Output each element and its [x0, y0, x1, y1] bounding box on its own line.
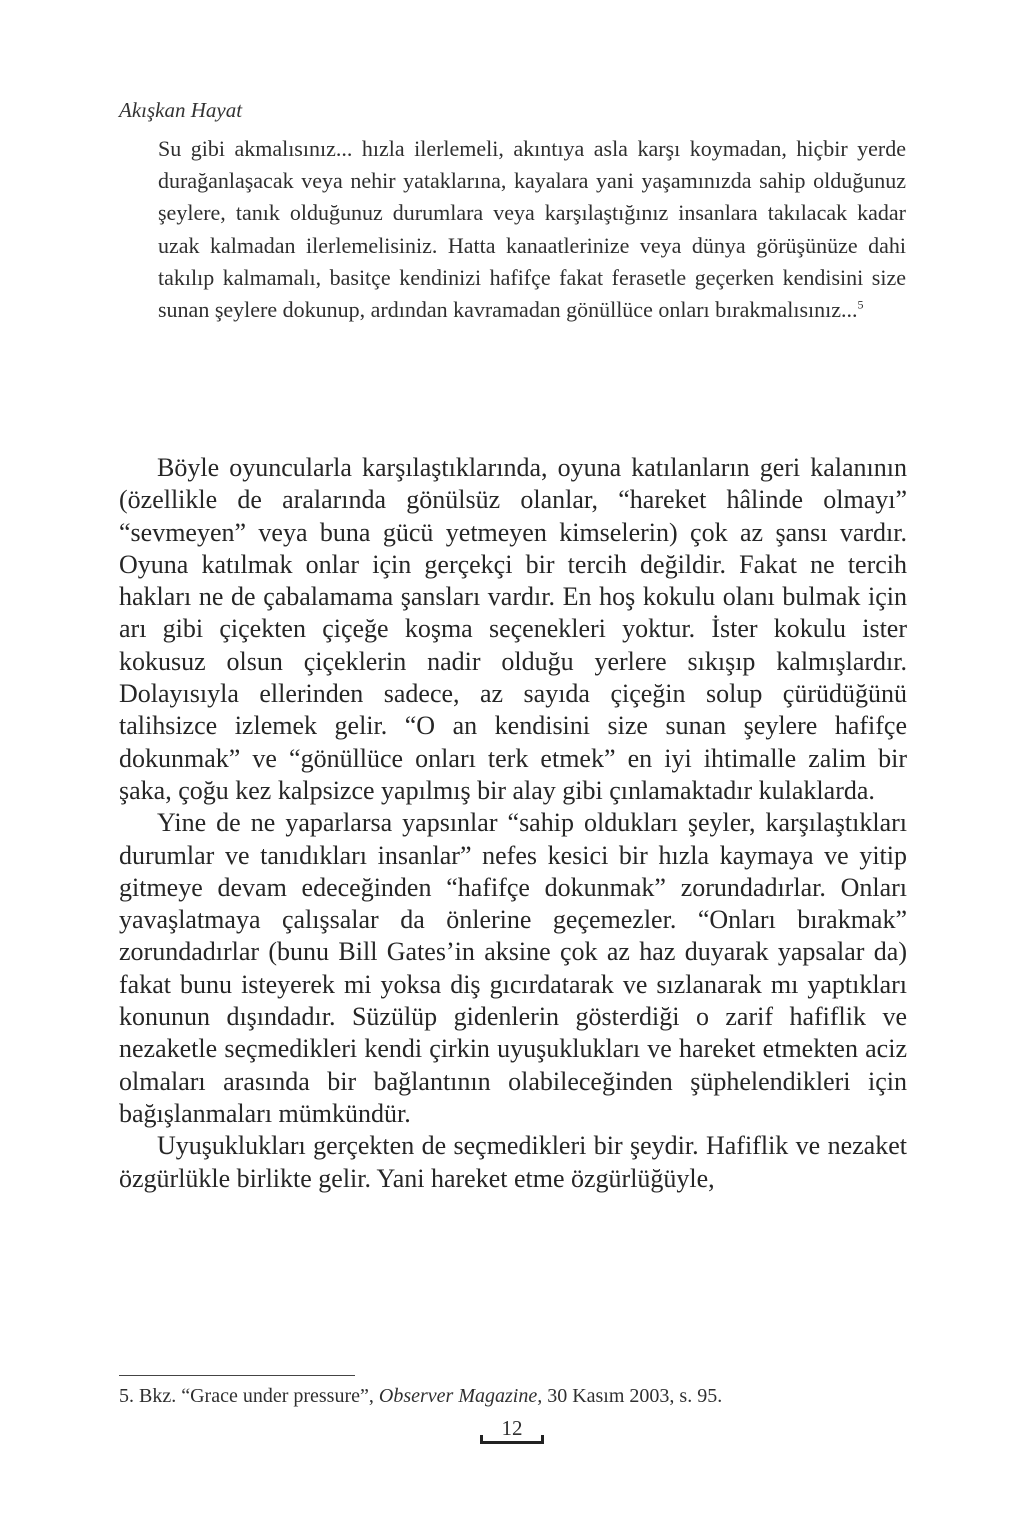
- block-quote: [158, 133, 906, 326]
- footnote-prefix: 5. Bkz. “Grace under pressure”,: [119, 1385, 374, 1407]
- quote-text: [158, 133, 906, 326]
- footnote-divider: [119, 1375, 355, 1376]
- paragraph-2: Yine de ne yaparlarsa yapsınlar “sahip oldukları şeyler, karşılaştıkları durumlar ve tanıdıkları insanlar” nefes kesici bir hızla kaymaya ve yitip gitmeye devam edeceğinden “hafifçe dokunmak” zorundadırlar. Onları yavaşlatmaya çalışsalar da önlerine geçemezler. “Onları bırakmak” zorundadırlar (bunu Bill Gates’in aksine çok az haz duyarak yapsalar da) fakat bunu isteyerek mi yoksa diş gıcırdatarak ve sızlanarak mı yaptıkları konunun dışındadır. Süzülüp gidenlerin gösterdiği o zarif hafiflik ve nezaketle seçmedikleri kendi çirkin uyuşuklukları ve hareket etmekten aciz olmaları arasında bir bağlantının olabileceğinden şüphelendikleri için bağışlanmaları mümkündür.: [119, 808, 907, 1128]
- page-number-text: 12: [501, 1416, 523, 1440]
- quote-body: Su gibi akmalısınız... hızla ilerlemeli, akıntıya asla karşı koymadan, hiçbir yerde durağanlaşacak veya nehir yataklarına, kayalara yani yaşamınızda sahip olduğunuz şeylere, tanık olduğunuz durumlara veya karşılaştığınız insanlara takılacak kadar uzak kalmadan ilerlemelisiniz. Hatta kanaatlerinize veya dünya görüşünüze dahi takılıp kalmamalı, basitçe kendinizi hafifçe fakat ferasetle geçerken kendisini size sunan şeylere dokunup, ardından kavramadan gönüllüce onları bırakmalısınız...: [158, 136, 906, 323]
- footnote-suffix: 30 Kasım 2003, s. 95.: [547, 1385, 723, 1407]
- running-head: Akışkan Hayat: [119, 98, 243, 122]
- body-text: [119, 452, 907, 1195]
- paragraph-3: Uyuşuklukları gerçekten de seçmedikleri bir şeydir. Hafiflik ve nezaket özgürlükle birlikte gelir. Yani hareket etme özgürlüğüyle,: [119, 1131, 907, 1193]
- footnote: [119, 1382, 907, 1410]
- page-number: [480, 1418, 544, 1444]
- page-number-bracket: [480, 1441, 544, 1444]
- footnote-source: Observer Magazine,: [378, 1385, 543, 1407]
- paragraph-1: Böyle oyuncularla karşılaştıklarında, oyuna katılanların geri kalanının (özellikle de aralarında gönülsüz olanlar, “hareket hâlinde olmayı” “sevmeyen” veya buna gücü yetmeyen kimselerin) çok az şansı vardır. Oyuna katılmak onlar için gerçekçi bir tercih değildir. Fakat ne tercih hakları ne de çabalamama şansları vardır. En hoş kokulu olanı bulmak için arı gibi çiçekten çiçeğe koşma seçenekleri yoktur. İster kokulu ister kokusuz olsun çiçeklerin nadir olduğu yerlere sıkışıp kalmışlardır. Dolayısıyla ellerinden sadece, az sayıda çiçeğin solup çürüdüğünü talihsizce izlemek gelir. “O an kendisini size sunan şeylere hafifçe dokunmak” ve “gönüllüce onları terk etmek” en iyi ihtimalle zalim bir şaka, çoğu kez kalpsizce yapılmış bir alay gibi çınlamaktadır kulaklarda.: [119, 453, 907, 805]
- footnote-reference: 5: [857, 297, 864, 312]
